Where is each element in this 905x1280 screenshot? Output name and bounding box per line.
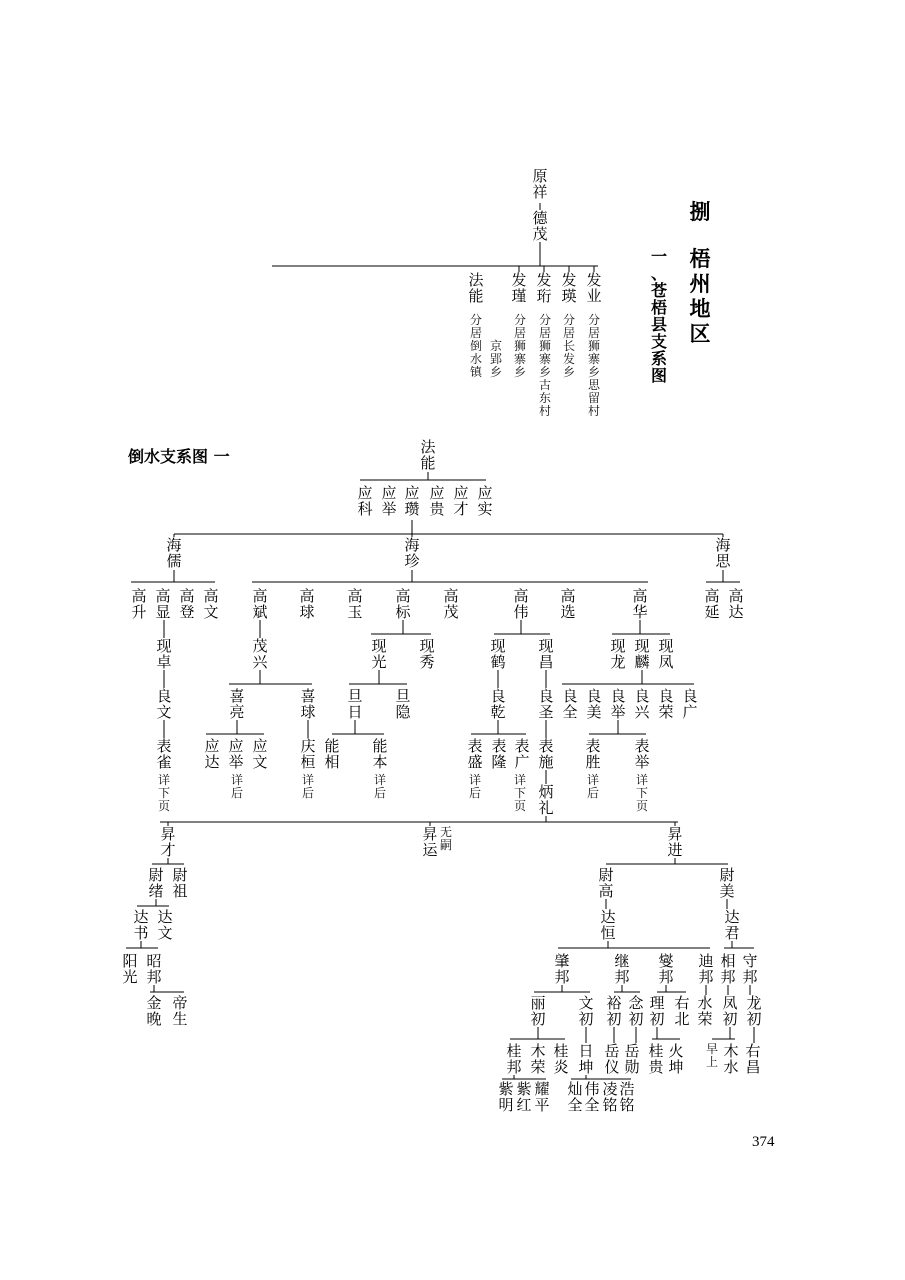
tree-node: 良 圣 [538,687,554,721]
section-title-char: 梧 [689,247,711,271]
tree-note: 分 居 狮 寨 乡 [513,313,526,379]
tree-node: 日 坤 [578,1042,594,1076]
tree-node: 紫 红 [516,1080,532,1114]
tree-node: 达 文 [157,908,173,942]
tree-node: 继 邦 [614,952,630,986]
chart-title: 倒水支系图 一 [128,447,230,466]
tree-node: 表 雀 [156,737,172,771]
tree-node: 尉 高 [598,866,614,900]
tree-node: 良 文 [156,687,172,721]
tree-node: 高 文 [203,587,219,621]
tree-node: 文 初 [578,994,594,1028]
tree-note: 分 居 狮 寨 乡 古 东 村 [538,313,551,418]
tree-node: 良 广 [682,687,698,721]
section-title-char: 州 [689,272,711,296]
tree-node: 应 瓒 [404,484,420,518]
tree-node: 高 显 [155,587,171,621]
tree-node: 表 盛 [467,737,483,771]
tree-node: 火 坤 [668,1042,684,1076]
tree-node: 尉 美 [719,866,735,900]
tree-node: 应 实 [477,484,493,518]
tree-note: 详 后 [230,773,243,800]
tree-node: 海 思 [715,536,731,570]
tree-node: 表 隆 [491,737,507,771]
section-title-char: 地 [689,297,711,321]
tree-node: 尉 绪 [148,866,164,900]
tree-node: 表 举 [634,737,650,771]
tree-note: 详 下 页 [157,773,170,813]
tree-note: 详 后 [301,773,314,800]
tree-node: 原 祥 [532,167,548,201]
tree-node: 昇 进 [667,825,683,859]
tree-note: 无 嗣 [439,825,452,852]
tree-node: 迪 邦 [698,952,714,986]
tree-node: 现 卓 [156,637,172,671]
tree-node: 现 昌 [538,637,554,671]
tree-note: 详 后 [373,773,386,800]
tree-node: 阳 光 [122,952,138,986]
tree-node: 凤 初 [722,994,738,1028]
tree-node: 高 玉 [347,587,363,621]
tree-node: 现 龙 [610,637,626,671]
tree-node: 炳 礼 [538,783,554,817]
tree-node: 法 能 [468,271,484,305]
tree-node: 桂 贵 [648,1042,664,1076]
tree-node: 发 珩 [536,271,552,305]
tree-node: 丽 初 [530,994,546,1028]
tree-node: 良 荣 [658,687,674,721]
tree-node: 法 能 [420,438,436,472]
tree-node: 帝 生 [172,994,188,1028]
tree-node: 右 昌 [745,1042,761,1076]
tree-node: 昇 才 [160,825,176,859]
tree-node: 达 书 [133,908,149,942]
tree-node: 高 达 [728,587,744,621]
tree-node: 庆 桓 [300,737,316,771]
tree-node: 表 广 [514,737,530,771]
tree-node: 良 全 [562,687,578,721]
tree-node: 应 举 [381,484,397,518]
tree-node: 昭 邦 [146,952,162,986]
tree-node: 高 华 [632,587,648,621]
tree-note: 早 上 [705,1042,718,1069]
tree-node: 紫 明 [498,1080,514,1114]
tree-node: 表 施 [538,737,554,771]
tree-node: 高 茂 [443,587,459,621]
tree-node: 高 升 [131,587,147,621]
tree-node: 尉 祖 [172,866,188,900]
tree-note: 分 居 狮 寨 乡 思 留 村 [587,313,600,418]
tree-node: 燮 邦 [658,952,674,986]
tree-node: 桂 炎 [553,1042,569,1076]
tree-node: 肇 邦 [554,952,570,986]
tree-node: 能 本 [372,737,388,771]
tree-node: 高 斌 [252,587,268,621]
tree-node: 喜 亮 [229,687,245,721]
tree-node: 高 球 [299,587,315,621]
tree-node: 茂 兴 [252,637,268,671]
tree-node: 应 科 [357,484,373,518]
tree-node: 高 登 [179,587,195,621]
subsection-title: 一 、 苍 梧 县 支 系 图 [650,247,667,385]
tree-node: 高 标 [395,587,411,621]
tree-node: 应 举 [228,737,244,771]
tree-node: 现 凤 [658,637,674,671]
tree-node: 达 恒 [600,908,616,942]
tree-node: 守 邦 [742,952,758,986]
tree-node: 应 才 [453,484,469,518]
tree-node: 现 光 [371,637,387,671]
tree-node: 良 举 [610,687,626,721]
tree-node: 右 北 [674,994,690,1028]
tree-note: 京 郢 乡 [489,339,502,379]
tree-node: 凌 铭 [602,1080,618,1114]
tree-node: 伟 全 [584,1080,600,1114]
tree-note: 详 后 [468,773,481,800]
tree-node: 现 秀 [419,637,435,671]
tree-node: 高 选 [560,587,576,621]
tree-node: 现 鹤 [490,637,506,671]
tree-node: 发 瑾 [511,271,527,305]
tree-node: 念 初 [628,994,644,1028]
tree-node: 达 君 [724,908,740,942]
section-title [686,200,714,347]
tree-node: 旦 隐 [395,687,411,721]
tree-node: 灿 全 [567,1080,583,1114]
tree-node: 良 乾 [490,687,506,721]
tree-node: 木 荣 [530,1042,546,1076]
section-title-char: 捌 [689,200,711,224]
section-title-char: 区 [689,322,711,346]
tree-node: 桂 邦 [506,1042,522,1076]
tree-node: 岳 仪 [604,1042,620,1076]
tree-node: 高 延 [704,587,720,621]
tree-note: 详 下 页 [513,773,526,813]
tree-node: 应 文 [252,737,268,771]
tree-node: 应 达 [204,737,220,771]
tree-node: 海 珍 [404,536,420,570]
tree-note: 分 居 长 发 乡 [562,313,575,379]
tree-node: 木 水 [723,1042,739,1076]
tree-node: 喜 球 [300,687,316,721]
tree-node: 良 美 [586,687,602,721]
tree-node: 裕 初 [606,994,622,1028]
tree-node: 德 茂 [532,209,548,243]
tree-note: 详 下 页 [635,773,648,813]
page-number: 374 [752,1134,775,1150]
tree-node: 龙 初 [746,994,762,1028]
tree-node: 岳 勋 [624,1042,640,1076]
tree-node: 理 初 [649,994,665,1028]
tree-node: 水 荣 [697,994,713,1028]
tree-node: 海 儒 [166,536,182,570]
tree-node: 金 晚 [146,994,162,1028]
tree-node: 表 胜 [585,737,601,771]
tree-node: 现 麟 [634,637,650,671]
tree-node: 旦 日 [347,687,363,721]
tree-node: 能 相 [324,737,340,771]
tree-node: 浩 铭 [619,1080,635,1114]
tree-node: 高 伟 [513,587,529,621]
tree-node: 应 贵 [429,484,445,518]
tree-node: 相 邦 [720,952,736,986]
tree-node: 良 兴 [634,687,650,721]
tree-node: 耀 平 [534,1080,550,1114]
tree-node: 昇 运 [422,825,438,859]
tree-node: 发 瑛 [561,271,577,305]
tree-note: 分 居 倒 水 镇 [469,313,482,379]
tree-node: 发 业 [586,271,602,305]
tree-note: 详 后 [586,773,599,800]
